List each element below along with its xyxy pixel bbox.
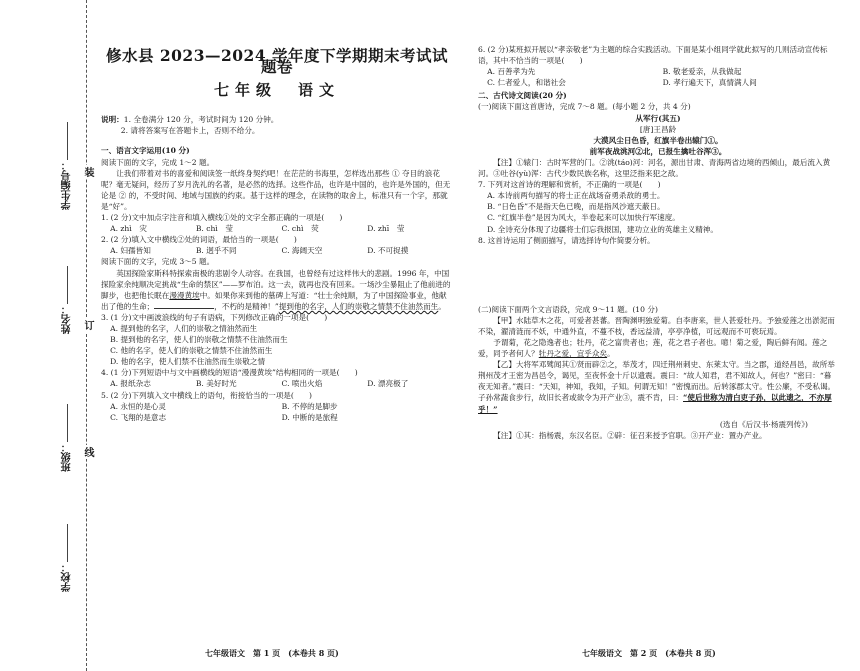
option-6c: C. 仁者爱人，和谐社会 xyxy=(487,78,566,88)
poem-author: [唐]王昌龄 xyxy=(639,124,677,134)
underlined-jia-sentence: 牡丹之爱，宜乎众矣 xyxy=(538,349,608,359)
option-5b: B. 不停的是脚步 xyxy=(281,401,338,411)
poem-title: 从军行(其五) xyxy=(635,113,681,123)
blank-line xyxy=(154,308,214,309)
passage-source: (选自《后汉书·杨震列传》) xyxy=(719,419,808,429)
instruction-2: 2. 请将答案写在答题卡上，否则不给分。 xyxy=(120,126,260,136)
passage-1: 让我们带着对书的喜爱和阅读签一纸终身契约吧！在茫茫的书海里，怎样选出那些 ① 夺目的浪花呢？毫无疑问，经历了岁月洗礼的名著，是必然的选择。这些作品，也许是中国的，也许是外国的，但无论是 ② 的，不受时间、地域与国族的约束。基于这样的理念，在读物的取舍上，标准只有一个字，那就是“好”。 xyxy=(101,168,451,211)
option-4d: D. 漂亮极了 xyxy=(367,379,409,389)
option-6a: A. 百善孝为先 xyxy=(487,67,536,77)
section-2-heading: 二、古代诗文阅读(20 分) xyxy=(478,91,567,101)
underlined-phrase: 漫漫黄埃 xyxy=(169,290,200,300)
binding-word-zhuang: 装 xyxy=(82,167,93,177)
student-number-field: 学生编号： xyxy=(60,118,75,210)
option-4b: B. 美好时光 xyxy=(195,379,237,389)
question-1: 1. (2 分)文中加点字注音和填入横线①处的文字全都正确的一项是( ) xyxy=(101,213,343,223)
question-5: 5. (2 分)下列填入文中横线上的语句，衔接恰当的一项是( ) xyxy=(101,390,313,400)
poem-line-2: 前军夜战洮河②北，已报生擒吐谷浑③。 xyxy=(589,146,727,156)
question-3: 3. (1 分)文中画波浪线的句子有语病，下列修改正确的一项是( ) xyxy=(101,312,328,322)
footer-page-1: 七年级语文 第 1 页 (本卷共 8 页) xyxy=(205,648,339,658)
answer-space xyxy=(478,246,838,304)
question-2-options xyxy=(101,245,453,256)
question-1-options xyxy=(101,223,453,234)
option-2c: C. 海阔天空 xyxy=(281,246,323,256)
wavy-sentence: 提到他的名字，人们的崇敬之情禁不住油然而生 xyxy=(278,301,439,311)
option-3a: A. 提到他的名字，人们的崇敬之情油然而生 xyxy=(110,323,258,333)
option-4c: C. 喷出火焰 xyxy=(281,379,323,389)
name-field: 姓名： xyxy=(60,262,75,334)
option-5c: C. 飞翔的是意志 xyxy=(110,412,167,422)
class-field: 班级： xyxy=(60,400,75,472)
question-6-options-row1 xyxy=(478,66,838,77)
question-7: 7. 下列对这首诗的理解和赏析，不正确的一项是( ) xyxy=(478,180,661,190)
option-6b: B. 敬老爱亲，从我做起 xyxy=(662,67,742,77)
school-field: 学校： xyxy=(60,520,75,592)
option-3d: D. 他的名字，使人们禁不住油然而生崇敬之情 xyxy=(110,357,266,367)
binding-word-xian: 线 xyxy=(82,447,93,457)
passage-2: 英国探险家斯科特探索南极的悲剧令人动容。在我国，也曾经有过这样伟大的悲剧。1996 年，中国探险家余纯顺决定挑战“生命的禁区”——罗布泊。这一去，就再也没有回来。一场沙尘暴阻止了他前进的脚步，也把他长眠在漫漫黄埃中。如果你来到他的墓碑上写道：“壮士余纯顺，为了中国探险事业，他献出了他的生命； ，不朽的是精神！”提到他的名字，人们的崇敬之情禁不住油然而生。 xyxy=(101,268,451,311)
passage-yi-note: 【注】①其：指杨震，东汉名臣。②辟：征召来授予官职。③开产业：置办产业。 xyxy=(493,430,767,440)
page-2-column xyxy=(478,44,838,441)
option-7b: B. “日色昏”不是指天色已晚，而是指风沙遮天蔽日。 xyxy=(487,202,665,212)
option-1c: C. chì 荧 xyxy=(281,224,319,234)
option-7c: C. “红旗半卷”是因为风大，半卷起来可以加快行军速度。 xyxy=(487,213,680,223)
classical-prompt: (二)阅读下面两个文言语段，完成 9～11 题。(10 分) xyxy=(478,304,658,314)
option-4a: A. 报纸杂志 xyxy=(110,379,151,389)
binding-word-ding: 订 xyxy=(82,320,93,330)
exam-title: 修水县 2023—2024 学年度下学期期末考试试题卷 xyxy=(105,46,449,77)
passage-yi: 【乙】大将军邓骘闻其①贤而辟②之，举茂才，四迁荆州刺史、东莱太守。当之郡，道经昌邑，故所举荆州茂才王密为昌邑令，谒见，至夜怀金十斤以遗震。震曰：“故人知君，君不知故人，何也？”密曰：“暮夜无知者。”震曰：“天知，神知，我知，子知。何谓无知！”密愧而出。后转涿郡太守。性公廉，不受私谒。子孙常蔬食步行，故旧长者或欲令为开产业③，震不肯，曰：“使后世称为清白吏子孙，以此遗之，不亦厚乎！” xyxy=(478,360,836,414)
question-5-options-row1 xyxy=(101,401,453,412)
passage-jia: 【甲】水陆草木之花，可爱者甚蕃。晋陶渊明独爱菊。自李唐来，世人甚爱牡丹。予独爱莲之出淤泥而不染，濯清涟而不妖，中通外直，不蔓不枝，香远益清，亭亭净植，可远观而不可亵玩焉。 xyxy=(478,315,835,336)
footer-page-2: 七年级语文 第 2 页 (本卷共 8 页) xyxy=(582,648,716,658)
question-6-options-row2 xyxy=(478,77,838,88)
binding-dashed-line xyxy=(86,0,87,671)
poem-note: 【注】①辕门：古时军营的门。②洮(táo)河：河名，源出甘肃、青海两省边境的西倾山，最后流入黄河。③吐谷(yù)浑：古代少数民族名称，这里泛指来犯之敌。 xyxy=(478,157,831,179)
section-1-heading: 一、语言文字运用(10 分) xyxy=(101,146,190,156)
reading-prompt-2: 阅读下面的文字，完成 3～5 题。 xyxy=(101,257,215,267)
option-6d: D. 孝行遍天下，真情满人间 xyxy=(662,78,757,88)
option-1b: B. chì 莹 xyxy=(195,224,233,234)
poem-prompt: (一)阅读下面这首唐诗，完成 7～8 题。(每小题 2 分，共 4 分) xyxy=(478,102,691,112)
option-1d: D. zhī 莹 xyxy=(367,224,405,234)
question-5-options-row2 xyxy=(101,412,453,423)
question-2: 2. (2 分)填入文中横线②处的词语，最恰当的一项是( ) xyxy=(101,235,297,245)
option-5d: D. 中断的是旅程 xyxy=(281,412,338,422)
option-7a: A. 本诗前两句描写的将士正在战场奋勇杀敌的勇士。 xyxy=(487,191,665,201)
question-8: 8. 这首诗运用了侧面描写，请选择诗句作简要分析。 xyxy=(478,235,655,245)
page-1-column xyxy=(101,34,453,423)
binding-margin xyxy=(0,0,92,671)
exam-subtitle: 七年级 语文 xyxy=(213,81,340,100)
option-3c: C. 他的名字，使人们的崇敬之情禁不住油然而生 xyxy=(110,346,273,356)
instructions: 说明：1. 全卷满分 120 分，考试时间为 120 分钟。 xyxy=(101,115,279,125)
question-6: 6. (2 分)某班拟开展以“孝亲敬老”为主题的综合实践活动。下面是某小组同学就此拟写的几则活动宣传标语，其中不恰当的一项是( ) xyxy=(478,45,828,66)
option-5a: A. 永恒的是心灵 xyxy=(110,401,166,411)
poem-line-1: 大漠风尘日色昏，红旗半卷出辕门①。 xyxy=(593,135,723,145)
option-7d: D. 全诗充分体现了边疆将士们忘我报国，建功立业的英雄主义精神。 xyxy=(487,224,718,234)
option-2a: A. 妇孺皆知 xyxy=(110,246,151,256)
passage-jia-2: 予谓菊，花之隐逸者也；牡丹，花之富贵者也；莲，花之君子者也。噫！菊之爱，陶后鲜有闻。莲之爱，同予者何人？牡丹之爱，宜乎众矣。 xyxy=(478,337,828,359)
reading-prompt-1: 阅读下面的文字，完成 1～2 题。 xyxy=(101,157,215,167)
option-2b: B. 迥乎不同 xyxy=(195,246,237,256)
question-4: 4. (1 分)下列短语中与文中画横线的短语“漫漫黄埃”结构相同的一项是( ) xyxy=(101,368,358,378)
option-1a: A. zhì 灾 xyxy=(110,224,147,234)
underlined-yi-sentence: “使后世称为清白吏子孙，以此遗之，不亦厚乎！” xyxy=(478,393,832,414)
option-3b: B. 提到他的名字，使人们的崇敬之情禁不住油然而生 xyxy=(110,335,288,345)
question-4-options xyxy=(101,378,453,389)
option-2d: D. 不可捉摸 xyxy=(367,246,409,256)
